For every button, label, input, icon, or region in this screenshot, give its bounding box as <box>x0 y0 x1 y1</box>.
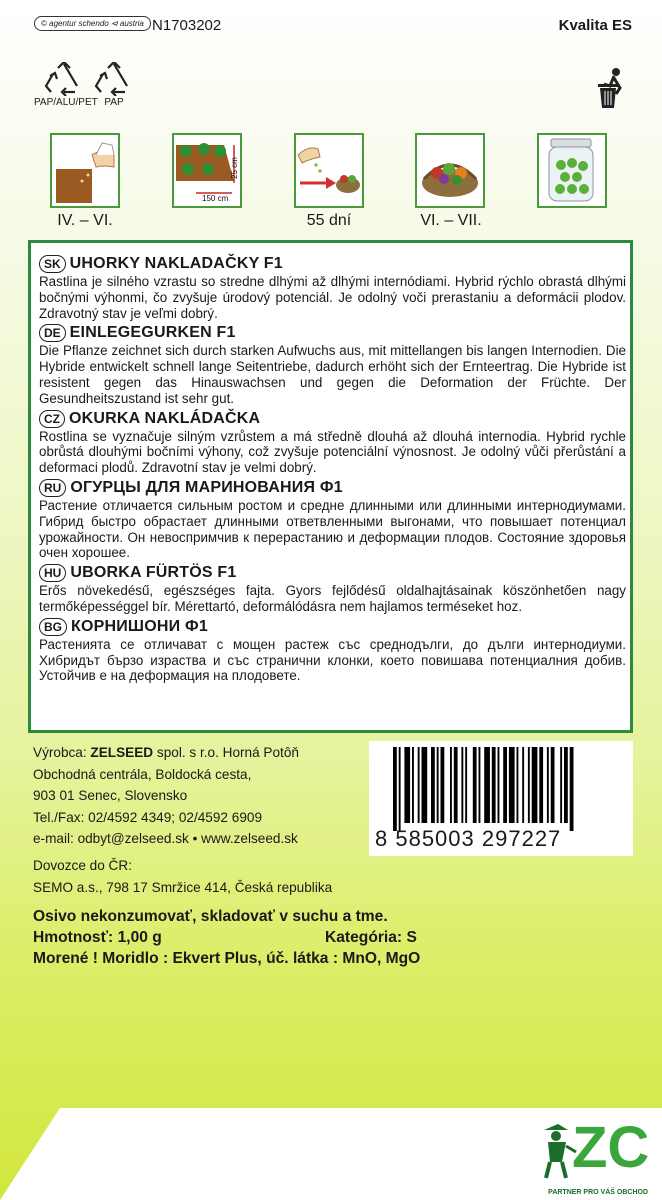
language-badge: RU <box>39 479 66 497</box>
barcode-bar <box>431 747 435 823</box>
step-label-sowing: IV. – VI. <box>57 212 113 229</box>
language-badge: SK <box>39 255 66 273</box>
barcode-bar <box>528 747 530 823</box>
step-pickle-jar <box>537 133 607 208</box>
language-badge: CZ <box>39 410 65 428</box>
section-title: EINLEGEGURKEN F1 <box>69 324 236 342</box>
barcode-bar <box>539 747 543 823</box>
recycle-label: PAP <box>104 97 124 108</box>
zc-letters: ZC <box>572 1115 650 1180</box>
barcode-bar <box>503 747 507 823</box>
barcode-bar <box>454 747 458 823</box>
recycle-symbol-2 <box>92 62 136 108</box>
barcode-bar <box>564 747 568 823</box>
language-badge: HU <box>39 564 66 582</box>
step-sowing <box>50 133 120 208</box>
category-label: Kategória: S <box>325 929 417 946</box>
step-spacing <box>172 133 242 208</box>
barcode-bar <box>492 747 496 823</box>
barcode-bar <box>484 747 490 823</box>
storage-warning: Osivo nekonzumovať, skladovať v suchu a tme. <box>33 908 388 925</box>
barcode-bar <box>570 747 574 831</box>
producer-info <box>33 742 299 850</box>
barcode-bar <box>418 747 420 823</box>
section-text: Растение отличается сильным ростом и средне длинными или длинными интернодиумами. Гибрид быстро обрастает длинными ответвленными выгонами, что повышает потенциал урожайности. Он невоспримчив к перерастанию и деформации плодов. Состояние здоровья очен хорошее. <box>39 497 626 561</box>
section-ru <box>39 479 626 561</box>
zc-logo <box>538 1115 656 1200</box>
step-harvest-time <box>294 133 364 208</box>
barcode-bar <box>441 747 445 823</box>
importer-info <box>33 855 332 898</box>
barcode-bar <box>517 747 519 823</box>
recycle-label: PAP/ALU/PET <box>34 97 98 108</box>
barcode-bar <box>479 747 481 823</box>
quality-label: Kvalita ES <box>558 17 632 34</box>
section-title: UBORKA FÜRTÖS F1 <box>70 564 237 582</box>
section-text: Rastlina je silného vzrastu so stredne dlhými až dlhými internódiami. Hybrid rýchlo obrastá dlhými bočnými výhonmi, čo zvyšuje úrodový potenciál. Je odolný voči prerastaniu a deformácii plodov. Zdravotný stav je veľmi dobrý. <box>39 274 626 321</box>
language-badge: DE <box>39 324 66 342</box>
producer-brand: ZELSEED <box>90 745 154 760</box>
header <box>34 14 632 40</box>
barcode-bar <box>450 747 452 823</box>
section-title: ОГУРЦЫ ДЛЯ МАРИНОВАНИЯ Ф1 <box>70 478 343 496</box>
section-de <box>39 324 626 406</box>
vegetable-basket-icon <box>417 135 483 206</box>
step-harvest <box>415 133 485 208</box>
importer-heading: Dovozce do ČR: <box>33 858 132 873</box>
barcode-bar <box>522 747 524 823</box>
producer-address-2: 903 01 Senec, Slovensko <box>33 788 188 803</box>
trash-bin-icon <box>596 66 630 115</box>
section-cz <box>39 410 626 476</box>
section-title: UHORKY NAKLADAČKY F1 <box>69 255 283 272</box>
barcode-bar <box>498 747 500 823</box>
barcode-bars <box>369 741 633 831</box>
section-text: Rostlina se vyznačuje silným vzrůstem a má středně dlouhá až dlouhá internodia. Hybrid rychle obrůstá dlouhými bočními výhony, což zvyšuje potenciální výnosnost. Je odolný vůči přerůstání a deformaci plodů. Zdravotní stav je velmi dobrý. <box>39 428 626 476</box>
description-box <box>28 240 633 733</box>
recycle-icon <box>94 62 134 96</box>
section-sk <box>39 255 626 321</box>
barcode-bar <box>473 747 477 823</box>
barcode-bar <box>399 747 401 831</box>
recycle-symbol-1 <box>34 62 98 108</box>
barcode-number: 8 585003 297227 <box>375 826 562 851</box>
barcode-bar <box>437 747 439 823</box>
barcode-bar <box>412 747 414 823</box>
spacing-row-label: 25 cm <box>230 157 239 179</box>
plant-spacing-icon <box>174 135 240 206</box>
producer-prefix: Výrobca: <box>33 745 91 760</box>
section-text: Растенията се отличават с мощен растеж със среднодълги, до дълги интернодиуми. Хибридът бързо израства и със странични клонки, което повишава потенциалния добив. Устойчив е на деформация на плодовете. <box>39 636 626 684</box>
barcode-bar <box>560 747 562 823</box>
section-title: OKURKA NAKLÁDAČKA <box>69 409 261 427</box>
recycle-icon <box>44 62 84 96</box>
product-code: N1703202 <box>152 17 222 34</box>
spacing-col-label: 150 cm <box>202 194 229 203</box>
barcode-bar <box>461 747 463 823</box>
barcode-bar <box>551 747 555 823</box>
harvest-arrow-icon <box>296 135 362 206</box>
storage-notes <box>33 906 420 969</box>
producer-phone: Tel./Fax: 02/4592 4349; 02/4592 6909 <box>33 809 263 825</box>
sowing-hand-icon <box>52 135 118 206</box>
producer-contact: e-mail: odbyt@zelseed.sk • www.zelseed.sk <box>33 831 298 846</box>
section-text: Erős növekedésű, egészséges fajta. Gyors fejlődésű oldalhajtásainak köszönhetően nagy termőképességgel bír. Mérettartó, deformálódásra nem hajlamos terméseket hoz. <box>39 583 626 614</box>
treatment-label: Morené ! Moridlo : Ekvert Plus, úč. látka : MnO, MgO <box>33 950 421 967</box>
step-label-harvest: VI. – VII. <box>420 212 482 229</box>
barcode-bar <box>465 747 467 823</box>
importer-address: SEMO a.s., 798 17 Smržice 414, Česká republika <box>33 879 333 895</box>
barcode-bar <box>404 747 410 823</box>
barcode-bar <box>532 747 538 823</box>
barcode-bar <box>547 747 549 823</box>
barcode-bar <box>422 747 428 823</box>
zc-tagline: PARTNER PRO VÁŠ OBCHOD <box>548 1189 648 1196</box>
barcode-bar <box>393 747 397 831</box>
barcode-bar <box>509 747 515 823</box>
agency-mark: © agentur schendo ⊲ austria <box>34 16 151 31</box>
weight-label: Hmotnosť: 1,00 g <box>33 929 162 946</box>
barcode <box>369 741 633 856</box>
step-label-days: 55 dní <box>306 212 352 229</box>
section-hu <box>39 564 626 615</box>
language-badge: BG <box>39 618 67 636</box>
producer-name: spol. s r.o. Horná Potôň <box>153 745 299 760</box>
section-title: КОРНИШОНИ Ф1 <box>71 617 208 635</box>
jar-icon <box>539 135 605 206</box>
producer-address-1: Obchodná centrála, Boldocká cesta, <box>33 766 252 782</box>
section-text: Die Pflanze zeichnet sich durch starken Aufwuchs aus, mit mittellangen bis langen Internodien. Die Hybride entwickelt schnell lange Seitentriebe, dadurch erhöht sich der Ernteertrag. Die Hybride ist resistent gegen das Hinauswachsen und gegen die Deformation der Früchte. Der Gesundheitszustand ist sehr gut. <box>39 343 626 406</box>
section-bg <box>39 618 626 684</box>
